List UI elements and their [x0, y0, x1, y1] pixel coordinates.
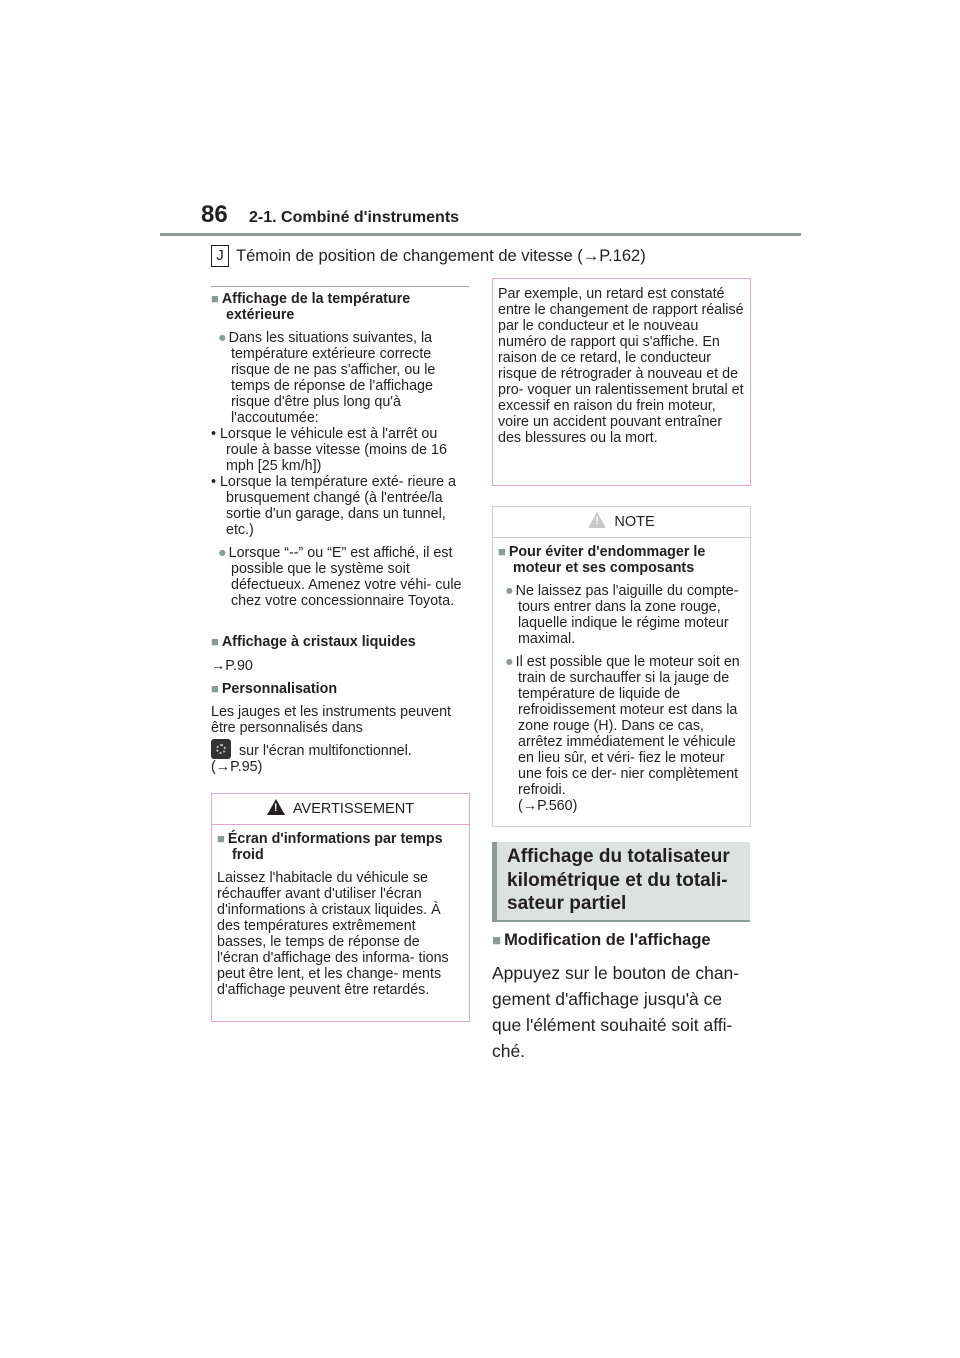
settings-gear-icon: [211, 739, 231, 759]
j-item-ref[interactable]: P.162): [599, 247, 646, 265]
note-box: [492, 506, 751, 827]
custom-line-1: Les jauges et les instruments peuvent être personnalisés dans: [211, 704, 452, 736]
square-bullet-icon: ■: [498, 544, 506, 559]
custom-title: ■ Personnalisation: [211, 681, 338, 697]
custom-ref[interactable]: (→P.95): [211, 759, 263, 775]
warning-title: ■ Écran d'informations par temps froid: [217, 831, 443, 863]
j-item-label: J: [211, 245, 229, 267]
outside-temp-bullet-2: ● Lorsque “--” ou “E” est affiché, il est possible que le système soit défectueux. Amenez votre véhi- cule chez votre concessionnaire Toyota.: [218, 545, 462, 609]
circle-bullet-icon: ●: [218, 330, 227, 346]
warning-continued-text: Par exemple, un retard est constaté entre le changement de rapport réalisé par le conducteur et le nouveau numéro de rapport qui s'affiche. En raison de ce retard, le conducteur risque de rétrograder à nouveau et de pro- voquer un ralentissement brutal et excessif en raison du frein moteur, voire un accident pouvant entraîner des blessures ou la mort.: [498, 286, 744, 446]
note-triangle-icon: [588, 512, 606, 528]
odometer-heading: Affichage du totalisateur kilométrique et du totali- sateur partiel: [492, 842, 750, 920]
warning-header: !AVERTISSEMENT: [212, 794, 469, 825]
square-bullet-icon: ■: [492, 932, 502, 949]
odometer-heading-rule: [492, 920, 750, 922]
square-bullet-icon: ■: [217, 831, 225, 846]
modif-section: [492, 929, 754, 1064]
square-bullet-icon: ■: [211, 291, 219, 306]
outside-temp-dash-2: • Lorsque la température exté- rieure a brusquement changé (à l'entrée/la sortie d'un garage, dans un tunnel, etc.): [211, 474, 457, 538]
lcd-ref[interactable]: →P.90: [211, 658, 253, 674]
modif-title: ■ Modification de l'affichage: [492, 931, 711, 949]
lcd-section: [211, 634, 469, 674]
warning-triangle-icon: [267, 799, 285, 815]
outside-temp-section: [211, 291, 469, 609]
square-bullet-icon: ■: [211, 681, 219, 696]
header-rule: [160, 233, 801, 236]
j-item: [211, 244, 646, 268]
note-ref[interactable]: (→P.560): [518, 798, 578, 814]
note-bullet-2: ● Il est possible que le moteur soit en train de surchauffer si la jauge de température de liquide de refroidissement moteur est dans la zone rouge (H). Dans ce cas, arrêtez immédiatement le véhicule en lieu sûr, et véri- fiez le moteur une fois ce der- nier complètement refroidi.: [505, 654, 740, 798]
arrow-right-icon: →: [215, 759, 231, 775]
warning-body: Laissez l'habitacle du véhicule se réchauffer avant d'utiliser l'écran d'informations à cristaux liquides. À des températures extrêmement basses, le temps de réponse de l'écran d'affichage des informa- tions peut être lent, et les change- ments d'affichage peuvent être retardés.: [217, 870, 449, 998]
custom-line-2: sur l'écran multifonctionnel.: [211, 739, 469, 759]
arrow-right-icon: →: [211, 658, 226, 674]
note-bullet-1: ● Ne laissez pas l'aiguille du compte-tours entrer dans la zone rouge, laquelle indique le régime moteur maximal.: [505, 583, 739, 647]
circle-bullet-icon: ●: [218, 545, 227, 561]
circle-bullet-icon: ●: [505, 583, 514, 599]
left-column-rule: [211, 286, 469, 287]
square-bullet-icon: ■: [211, 634, 219, 649]
page-number: 86: [201, 201, 228, 228]
note-header: !NOTE: [493, 507, 750, 538]
note-title: ■ Pour éviter d'endommager le moteur et ses composants: [498, 544, 706, 576]
outside-temp-dash-1: • Lorsque le véhicule est à l'arrêt ou roule à basse vitesse (moins de 16 mph [25 km/h]): [211, 426, 447, 474]
outside-temp-title: ■ Affichage de la température extérieure: [211, 291, 411, 323]
custom-section: [211, 681, 469, 775]
arrow-right-icon: →: [522, 798, 538, 814]
warning-box-continued: [492, 278, 751, 486]
lcd-title: ■ Affichage à cristaux liquides: [211, 634, 416, 650]
section-title: 2-1. Combiné d'instruments: [249, 209, 460, 226]
circle-bullet-icon: ●: [505, 654, 514, 670]
warning-box: [211, 793, 470, 1022]
j-item-text: Témoin de position de changement de vitesse (: [236, 247, 583, 265]
arrow-right-icon: →: [582, 247, 600, 265]
outside-temp-bullet-1: ● Dans les situations suivantes, la température extérieure correcte risque de ne pas s'afficher, ou le temps de réponse de l'affichage risque d'être plus long qu'à l'accoutumée:: [218, 330, 436, 426]
modif-body: Appuyez sur le bouton de chan- gement d'affichage jusqu'à ce que l'élément souhaité soit affi- ché.: [492, 963, 740, 1061]
